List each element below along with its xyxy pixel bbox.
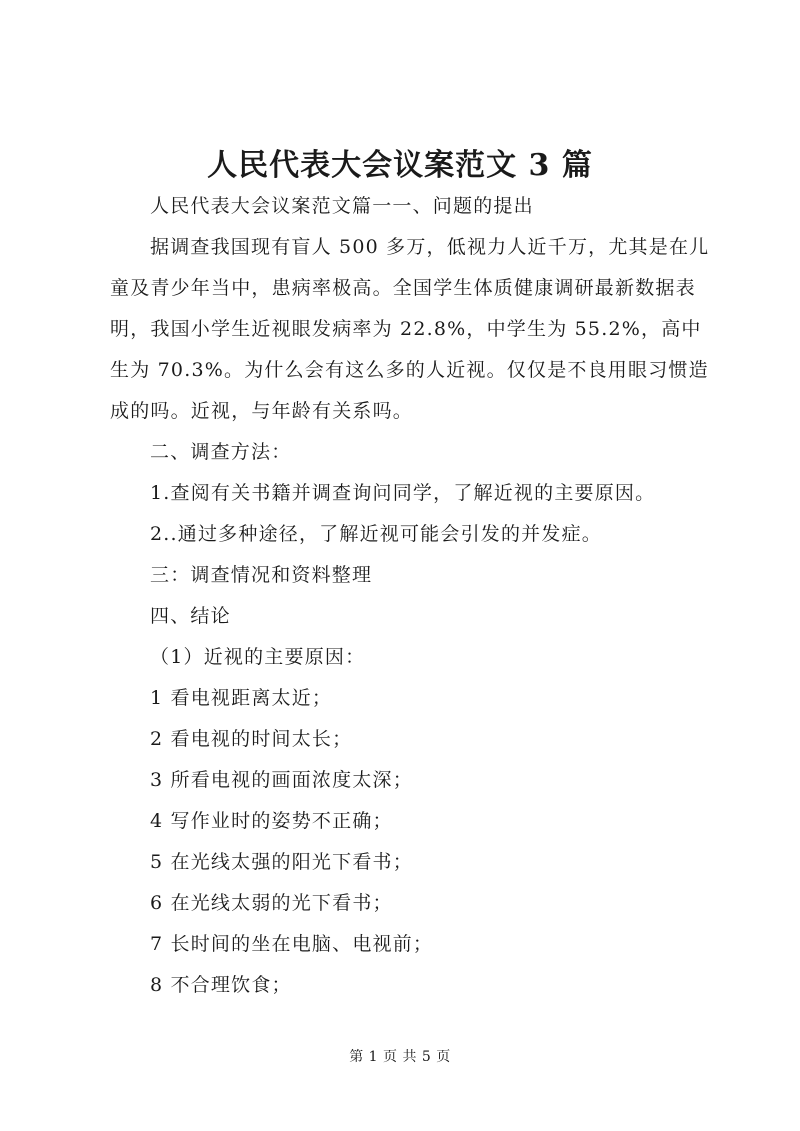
cause-item: 3 所看电视的画面浓度太深； xyxy=(150,769,413,791)
section-two-heading: 二、调查方法： xyxy=(150,441,292,463)
method-item: 1.查阅有关书籍并调查询问同学，了解近视的主要原因。 xyxy=(150,482,656,504)
cause-item: 7 长时间的坐在电脑、电视前； xyxy=(150,933,434,955)
page-footer: 第 1 页 共 5 页 xyxy=(349,1049,451,1065)
document-title: 人民代表大会议案范文 3 篇 xyxy=(207,148,593,183)
subtitle-line: 人民代表大会议案范文篇一一、问题的提出 xyxy=(150,195,534,217)
conclusion-subheading: （1）近视的主要原因： xyxy=(150,646,366,668)
cause-item: 6 在光线太弱的光下看书； xyxy=(150,892,393,914)
cause-item: 4 写作业时的姿势不正确； xyxy=(150,810,393,832)
document-body xyxy=(110,186,710,1006)
method-item: 2..通过多种途径，了解近视可能会引发的并发症。 xyxy=(150,523,602,545)
cause-item: 2 看电视的时间太长； xyxy=(150,728,353,750)
section-three-heading: 三：调查情况和资料整理 xyxy=(150,564,373,586)
cause-item: 1 看电视距离太近； xyxy=(150,687,333,709)
intro-paragraph: 据调查我国现有盲人 500 多万，低视力人近千万，尤其是在儿童及青少年当中，患病率极高。全国学生体质健康调研最新数据表明，我国小学生近视眼发病率为 22.8%，中学生为 55.2%，高中生为 70.3%。为什么会有这么多的人近视。仅仅是不良用眼习惯造成的吗。近视，与年龄有关系吗。 xyxy=(110,236,710,422)
cause-item: 5 在光线太强的阳光下看书； xyxy=(150,851,413,873)
section-four-heading: 四、结论 xyxy=(150,605,231,627)
cause-item: 8 不合理饮食； xyxy=(150,974,292,996)
